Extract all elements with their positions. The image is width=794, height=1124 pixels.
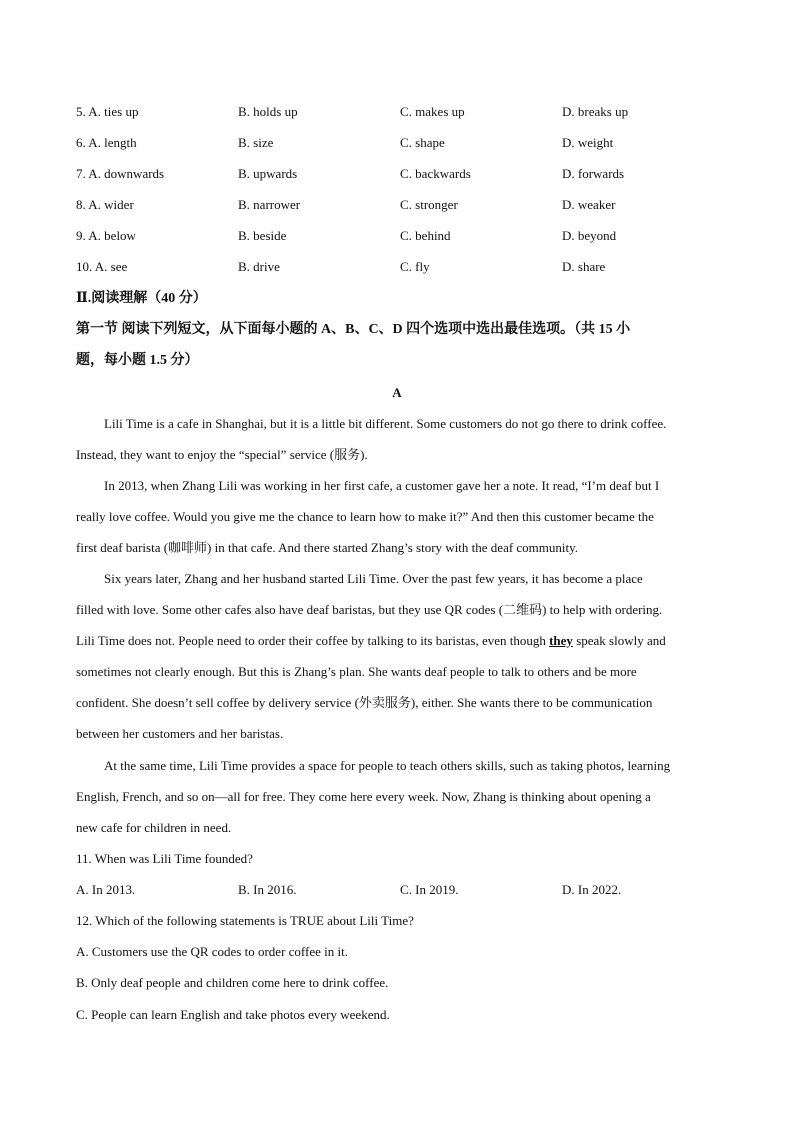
option-c: C. stronger xyxy=(400,197,458,212)
option-row-5 xyxy=(76,102,736,122)
section-instruction: 第一节 阅读下列短文，从下面每小题的 A、B、C、D 四个选项中选出最佳选项。（共 15 小 xyxy=(76,322,631,337)
option-b: B. drive xyxy=(238,259,280,274)
option-c: C. shape xyxy=(400,135,445,150)
question-12-option-a: A. Customers use the QR codes to order coffee in it. xyxy=(76,944,348,959)
passage-text: Lili Time does not. People need to order their coffee by talking to its baristas, even though xyxy=(76,633,550,648)
option-row-7 xyxy=(76,164,736,184)
option-c: C. In 2019. xyxy=(400,882,459,897)
option-row-10 xyxy=(76,257,736,277)
option-c: C. fly xyxy=(400,259,430,274)
option-a: 8. A. wider xyxy=(76,197,134,212)
option-b: B. In 2016. xyxy=(238,882,297,897)
option-row-9 xyxy=(76,226,736,246)
passage-line: filled with love. Some other cafes also have deaf baristas, but they use QR codes (二维码) to help with ordering. xyxy=(76,602,663,617)
option-d: D. breaks up xyxy=(562,104,629,119)
option-d: D. weaker xyxy=(562,197,616,212)
section-instruction-cont: 题，每小题 1.5 分） xyxy=(76,353,199,368)
passage-text: speak slowly and xyxy=(572,633,666,648)
section-heading: Ⅱ.阅读理解（40 分） xyxy=(76,291,207,306)
question-12-option-c: C. People can learn English and take photos every weekend. xyxy=(76,1007,390,1022)
passage-line: Instead, they want to enjoy the “special” service (服务). xyxy=(76,447,368,462)
option-d: D. In 2022. xyxy=(562,882,622,897)
option-a: 6. A. length xyxy=(76,135,137,150)
passage-line: between her customers and her baristas. xyxy=(76,726,284,741)
passage-title: A xyxy=(392,385,402,400)
passage-line xyxy=(76,631,726,651)
passage-line: first deaf barista (咖啡师) in that cafe. And there started Zhang’s story with the deaf community. xyxy=(76,540,579,555)
passage-line: Lili Time is a cafe in Shanghai, but it is a little bit different. Some customers do not go there to drink coffee. xyxy=(104,416,667,431)
option-a: 5. A. ties up xyxy=(76,104,139,119)
question-11: 11. When was Lili Time founded? xyxy=(76,851,253,866)
option-b: B. beside xyxy=(238,228,287,243)
option-a: 7. A. downwards xyxy=(76,166,165,181)
option-d: D. forwards xyxy=(562,166,625,181)
option-row-6 xyxy=(76,133,736,153)
passage-line: In 2013, when Zhang Lili was working in her first cafe, a customer gave her a note. It read, “I’m deaf but I xyxy=(104,478,660,493)
passage-line: sometimes not clearly enough. But this is Zhang’s plan. She wants deaf people to talk to others and be more xyxy=(76,664,637,679)
option-c: C. behind xyxy=(400,228,451,243)
option-a: 10. A. see xyxy=(76,259,128,274)
underlined-word: they xyxy=(549,633,573,648)
option-b: B. holds up xyxy=(238,104,298,119)
question-12-option-b: B. Only deaf people and children come here to drink coffee. xyxy=(76,975,389,990)
option-b: B. upwards xyxy=(238,166,298,181)
passage-line: English, French, and so on—all for free. They come here every week. Now, Zhang is thinking about opening a xyxy=(76,789,651,804)
option-a: A. In 2013. xyxy=(76,882,136,897)
passage-line: At the same time, Lili Time provides a space for people to teach others skills, such as taking photos, learning xyxy=(104,758,671,773)
passage-line: confident. She doesn’t sell coffee by delivery service (外卖服务), either. She wants there to be communication xyxy=(76,695,653,710)
option-d: D. share xyxy=(562,259,606,274)
option-d: D. weight xyxy=(562,135,614,150)
option-c: C. makes up xyxy=(400,104,465,119)
option-b: B. narrower xyxy=(238,197,301,212)
option-b: B. size xyxy=(238,135,274,150)
option-c: C. backwards xyxy=(400,166,471,181)
passage-line: new cafe for children in need. xyxy=(76,820,232,835)
question-11-options xyxy=(76,880,736,900)
option-a: 9. A. below xyxy=(76,228,136,243)
option-row-8 xyxy=(76,195,736,215)
option-d: D. beyond xyxy=(562,228,617,243)
passage-line: really love coffee. Would you give me the chance to learn how to make it?” And then this customer became the xyxy=(76,509,654,524)
passage-line: Six years later, Zhang and her husband started Lili Time. Over the past few years, it has become a place xyxy=(104,571,643,586)
question-12: 12. Which of the following statements is TRUE about Lili Time? xyxy=(76,913,414,928)
